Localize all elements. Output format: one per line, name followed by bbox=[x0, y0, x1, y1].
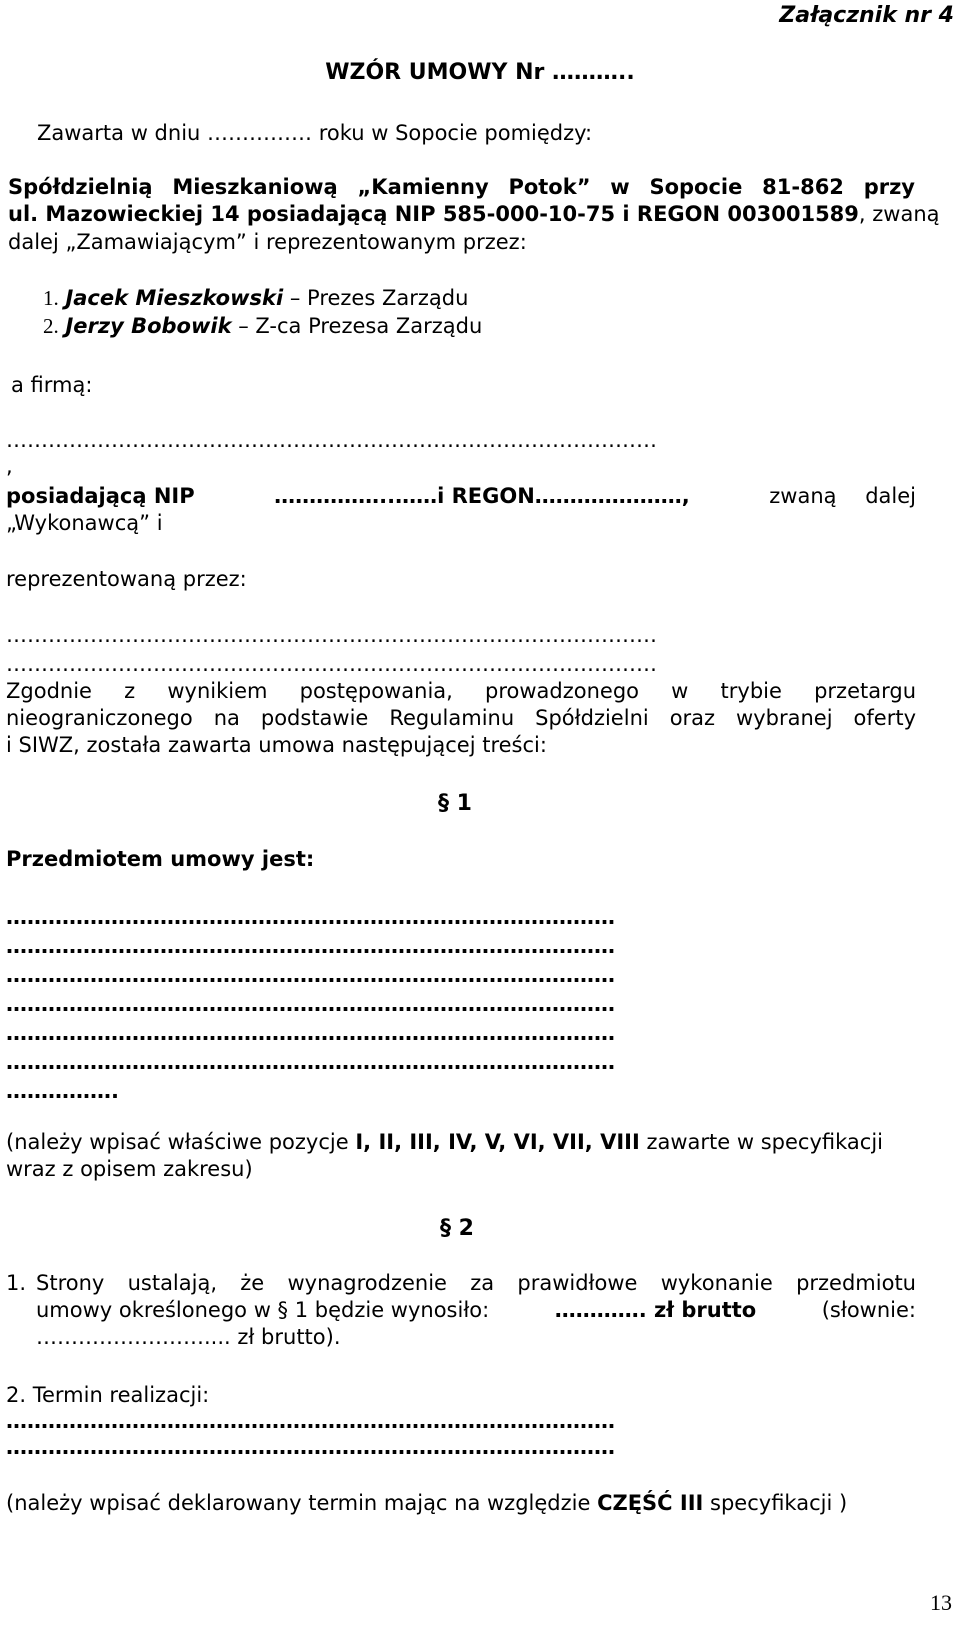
party2-line2: „Wykonawcą” i bbox=[6, 511, 163, 535]
representative-role: – Prezes Zarządu bbox=[283, 286, 469, 310]
dot-line: …………………………………………………………………………… bbox=[6, 934, 615, 958]
rep-dots-2: ………………………………………………………………………………… bbox=[6, 652, 657, 676]
section-2-heading: § 2 bbox=[440, 1216, 474, 1241]
representative-num: 2. bbox=[43, 314, 59, 338]
party1-line2 bbox=[8, 201, 940, 227]
note-text: (należy wpisać właściwe pozycje bbox=[6, 1130, 356, 1154]
agreement-line-3: i SIWZ, została zawarta umowa następującej treści: bbox=[6, 733, 547, 757]
document-title: WZÓR UMOWY Nr ……….. bbox=[325, 60, 635, 85]
agreement-line-1: Zgodnie z wynikiem postępowania, prowadzonego w trybie przetargu bbox=[6, 679, 916, 703]
subject-dot-lines bbox=[6, 904, 916, 1107]
item1-line2-text: umowy określonego w § 1 będzie wynosiło: bbox=[36, 1298, 490, 1322]
note-positions: I, II, III, IV, V, VI, VII, VIII bbox=[355, 1130, 640, 1154]
dot-line: …………………………………………………………………………… bbox=[6, 1021, 615, 1045]
nip-regon-dots: ……………..……i REGON…………………, bbox=[274, 484, 690, 508]
dot-line: …………………………………………………………………………… bbox=[6, 1050, 615, 1074]
party1-line1: Spółdzielnią Mieszkaniową „Kamienny Potok” w Sopocie 81-862 przy bbox=[8, 175, 915, 199]
note-text: zawarte w specyfikacji bbox=[639, 1130, 883, 1154]
page-number: 13 bbox=[930, 1590, 952, 1615]
intro-line: Zawarta w dniu …………… roku w Sopocie pomiędzy: bbox=[37, 121, 593, 145]
firm-dots: ………………………………………………………………………………… bbox=[6, 428, 657, 452]
agreement-line-2: nieograniczonego na podstawie Regulaminu Spółdzielni oraz wybranej oferty bbox=[6, 706, 916, 730]
note-part-reference: CZĘŚĆ III bbox=[597, 1491, 704, 1515]
represented-label: reprezentowaną przez: bbox=[6, 567, 247, 591]
dot-line: …………………………………………………………………………… bbox=[6, 992, 615, 1016]
party2-rest: zwaną dalej bbox=[769, 484, 916, 508]
section-1-heading: § 1 bbox=[438, 791, 472, 816]
section-1-note-line2: wraz z opisem zakresu) bbox=[6, 1157, 253, 1181]
item1-line2 bbox=[36, 1297, 916, 1323]
section-2-note bbox=[6, 1490, 847, 1516]
item1-num: 1. bbox=[6, 1271, 27, 1295]
dot-line: …………………………………………………………………………… bbox=[6, 905, 615, 929]
party1-line2-rest: , zwaną bbox=[858, 202, 940, 226]
party1-nip-regon: ul. Mazowieckiej 14 posiadającą NIP 585-000-10-75 i REGON 003001589 bbox=[8, 202, 859, 226]
annex-label: Załącznik nr 4 bbox=[779, 3, 954, 28]
item2-label: 2. Termin realizacji: bbox=[6, 1383, 210, 1407]
representative-1 bbox=[43, 285, 468, 311]
firm-label: a firmą: bbox=[11, 373, 93, 397]
dot-line: …………………………………………………………………………… bbox=[6, 963, 615, 987]
firm-comma: , bbox=[6, 454, 13, 478]
rep-dots-1: ………………………………………………………………………………… bbox=[6, 623, 657, 647]
item1-line3: …………………….... zł brutto). bbox=[36, 1325, 341, 1349]
dot-line: ……………. bbox=[6, 1079, 119, 1103]
price-brutto: …………. zł brutto bbox=[554, 1298, 757, 1322]
item1-line2-words: (słownie: bbox=[821, 1298, 916, 1322]
representative-name: Jacek Mieszkowski bbox=[65, 286, 284, 310]
representative-name: Jerzy Bobowik bbox=[65, 314, 232, 338]
note-text: specyfikacji ) bbox=[703, 1491, 848, 1515]
representative-num: 1. bbox=[43, 286, 59, 310]
item1-line1: Strony ustalają, że wynagrodzenie za prawidłowe wykonanie przedmiotu bbox=[36, 1271, 916, 1295]
subject-label: Przedmiotem umowy jest: bbox=[6, 847, 315, 871]
representative-role: – Z-ca Prezesa Zarządu bbox=[231, 314, 483, 338]
party1-line3: dalej „Zamawiającym” i reprezentowanym przez: bbox=[8, 230, 527, 254]
nip-label: posiadającą NIP bbox=[6, 484, 195, 508]
item2-dots-1: …………………………………………………………………………… bbox=[6, 1409, 615, 1433]
party2-nip-line bbox=[6, 483, 916, 509]
item2-dots-2: …………………………………………………………………………… bbox=[6, 1435, 615, 1459]
representative-2 bbox=[43, 313, 482, 339]
section-1-note bbox=[6, 1129, 883, 1155]
note-text: (należy wpisać deklarowany termin mając na względzie bbox=[6, 1491, 598, 1515]
